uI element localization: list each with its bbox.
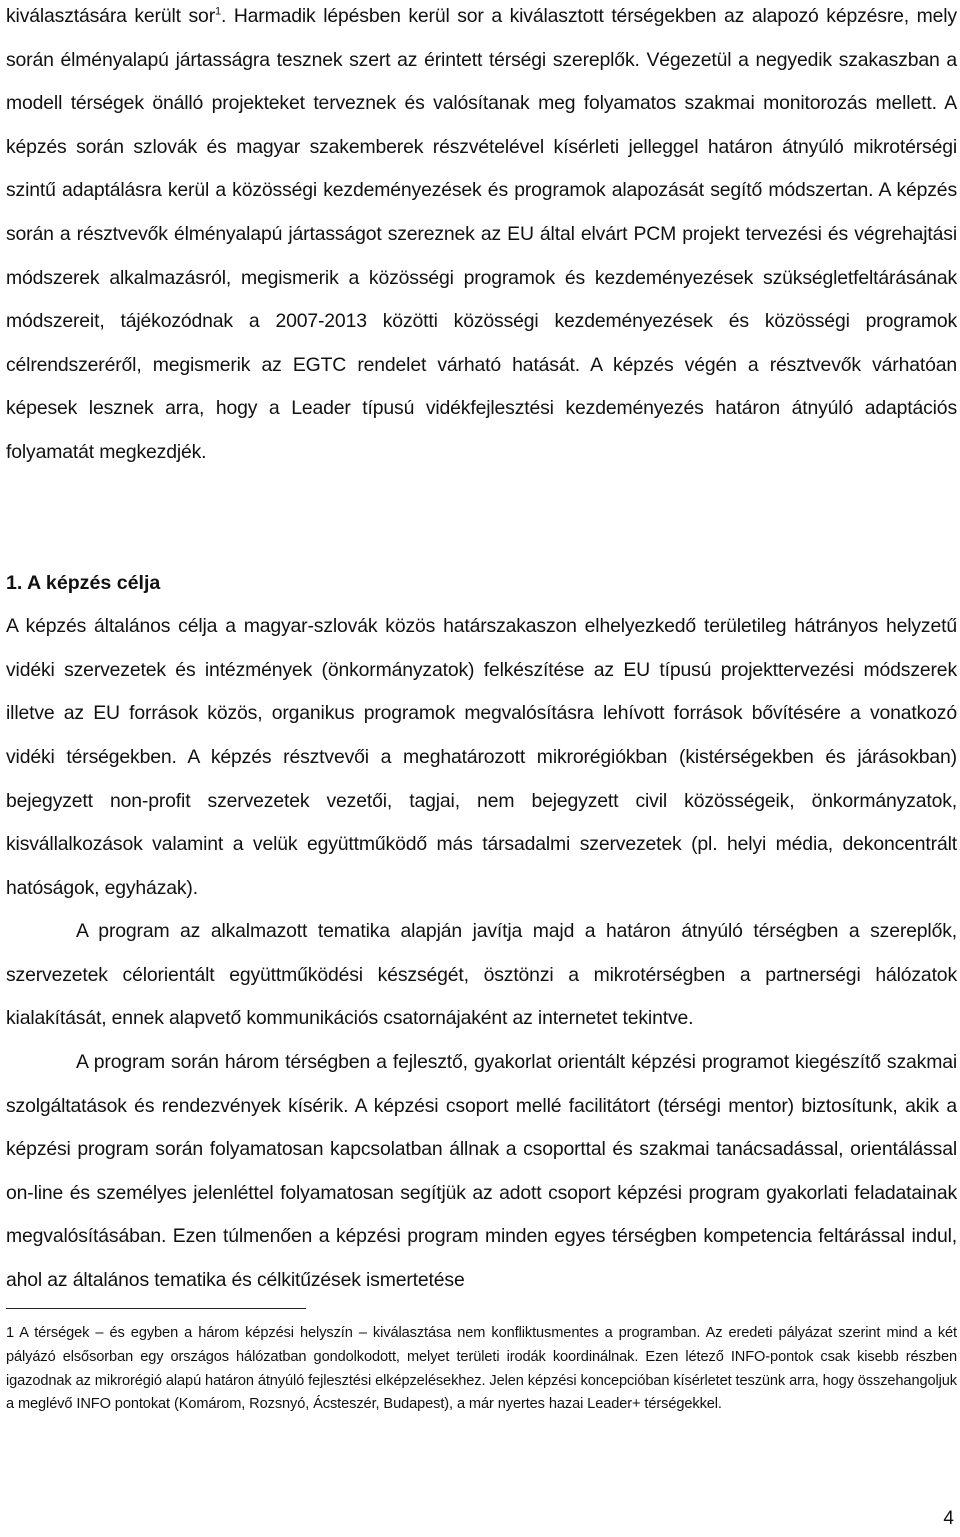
- section-paragraph-1: A képzés általános célja a magyar-szlovák közös határszakaszon elhelyezkedő területileg hátrányos helyzetű vidéki szervezetek és intézmények (önkormányzatok) felkészítése az EU típusú projekttervezési módszerek illetve az EU források közös, organikus programok megvalósításra lehívott források bővítésére a vonatkozó vidéki térségekben. A képzés résztvevői a meghatározott mikrorégiókban (kistérségekben és járásokban) bejegyzett non-profit szervezetek vezetői, tagjai, nem bejegyzett civil közösségeik, önkormányzatok, kisvállalkozások valamint a velük együttműködő más társadalmi szervezetek (pl. helyi média, dekoncentrált hatóságok, egyházak).: [6, 615, 957, 899]
- section-paragraph-3: A program során három térségben a fejlesztő, gyakorlat orientált képzési programot kiegészítő szakmai szolgáltatások és rendezvények kísérik. A képzési csoport mellé facilitátort (térségi mentor) biztosítunk, akik a képzési program során folyamatosan kapcsolatban állnak a csoporttal és szakmai tanácsadással, orientálással on-line és személyes jelenléttel folyamatosan segítjük az adott csoport képzési program gyakorlati feladatainak megvalósításában. Ezen túlmenően a képzési program minden egyes térségben kompetencia feltárással indul, ahol az általános tematika és célkitűzések ismertetése: [6, 1051, 957, 1292]
- continuation-paragraph: [6, 0, 957, 475]
- section-heading: 1. A képzés célja: [6, 571, 161, 594]
- paragraph-text-rest: . Harmadik lépésben kerül sor a kiválasztott térségekben az alapozó képzésre, mely során élményalapú jártasságra tesznek szert az érintett térségi szereplők. Végezetül a negyedik szakaszban a modell térségek önálló projekteket terveznek és valósítanak meg folyamatos szakmai monitorozás mellett. A képzés során szlovák és magyar szakemberek részvételével kísérleti jelleggel határon átnyúló mikrotérségi szintű adaptálásra kerül a közösségi kezdeményezések és programok alapozását segítő módszertan. A képzés során a résztvevők élményalapú jártasságot szereznek az EU által elvárt PCM projekt tervezési és végrehajtási módszerek alkalmazásról, megismerik a közösségi programok és kezdeményezések szükségletfeltárásának módszereit, tájékozódnak a 2007-2013 közötti közösségi kezdeményezések és közösségi programok célrendszeréről, megismerik az EGTC rendelet várható hatását. A képzés végén a résztvevők várhatóan képesek lesznek arra, hogy a Leader típusú vidékfejlesztési kezdeményezés határon átnyúló adaptációs folyamatát megkezdjék.: [6, 5, 957, 463]
- document-page: [6, 0, 957, 1303]
- page-number: 4: [943, 1508, 954, 1529]
- footnote-text: A térségek – és egyben a három képzési helyszín – kiválasztása nem konfliktusmentes a programban. Az eredeti pályázat szerint mind a két pályázó elsősorban egy országos hálózatban gondolkodott, melyet területi irodák koordinálnak. Ezen létező INFO-pontok csak kisebb részben igazodnak az mikrorégió alapú határon átnyúló fejlesztési elképzelésekhez. Jelen képzési koncepcióban kísérletet teszünk arra, hogy összehangoljuk a meglévő INFO pontokat (Komárom, Rozsnyó, Ácsteszér, Budapest), a már nyertes hazai Leader+ térségekkel.: [6, 1325, 957, 1413]
- footnote-marker: 1: [6, 1325, 15, 1341]
- paragraph-text-start: kiválasztására került sor: [6, 5, 215, 27]
- footnote-reference[interactable]: 1: [215, 5, 221, 18]
- footnote: [6, 1322, 957, 1417]
- section-paragraph-2: A program az alkalmazott tematika alapján javítja majd a határon átnyúló térségben a szereplők, szervezetek célorientált együttműködési készségét, ösztönzi a mikrotérségben a partnerségi hálózatok kialakítását, ennek alapvető kommunikációs csatornájaként az internetet tekintve.: [6, 920, 957, 1030]
- footnote-separator: [6, 1308, 306, 1309]
